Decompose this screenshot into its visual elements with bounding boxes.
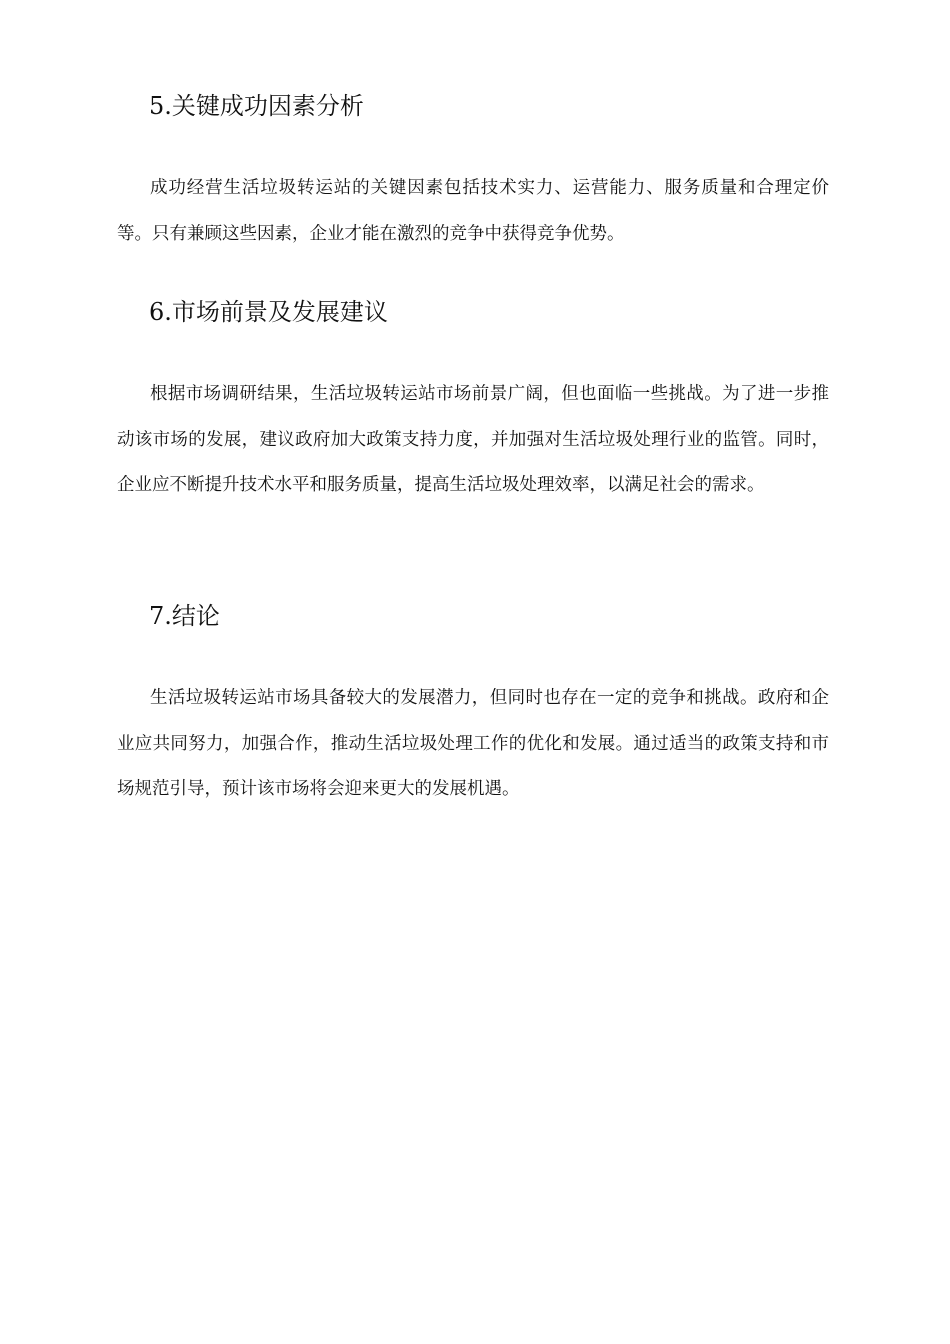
section-6-paragraph: 根据市场调研结果，生活垃圾转运站市场前景广阔，但也面临一些挑战。为了进一步推动该市场的发展，建议政府加大政策支持力度，并加强对生活垃圾处理行业的监管。同时，企业应不断提升技术水平和服务质量，提高生活垃圾处理效率，以满足社会的需求。 <box>117 384 829 495</box>
section-5-paragraph: 成功经营生活垃圾转运站的关键因素包括技术实力、运营能力、服务质量和合理定价等。只有兼顾这些因素，企业才能在激烈的竞争中获得竞争优势。 <box>117 178 829 244</box>
section-7-heading: 7.结论 <box>149 602 220 630</box>
section-6-heading: 6.市场前景及发展建议 <box>149 298 388 326</box>
section-7-paragraph: 生活垃圾转运站市场具备较大的发展潜力，但同时也存在一定的竞争和挑战。政府和企业应共同努力，加强合作，推动生活垃圾处理工作的优化和发展。通过适当的政策支持和市场规范引导，预计该市场将会迎来更大的发展机遇。 <box>117 688 829 799</box>
section-5-heading: 5.关键成功因素分析 <box>149 92 364 120</box>
